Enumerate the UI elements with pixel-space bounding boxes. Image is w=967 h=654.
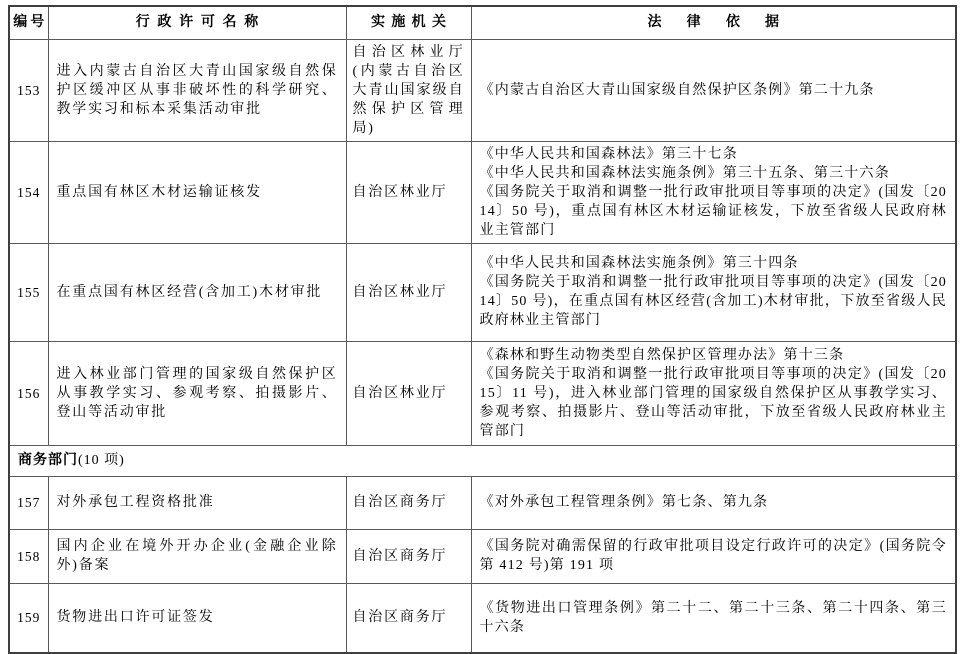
administrative-permits-table — [8, 5, 957, 654]
col-header-permit-name: 行政许可名称 — [48, 6, 346, 39]
cell-agency: 自治区商务厅 — [346, 529, 471, 583]
legal-basis-entry: 《国务院对确需保留的行政审批项目设定行政许可的决定》(国务院令第 412 号)第 191 项 — [479, 539, 947, 573]
header-row — [9, 6, 956, 39]
section-row-commerce — [9, 445, 956, 476]
cell-agency: 自治区林业厅(内蒙古自治区大青山国家级自然保护区管理局) — [346, 39, 471, 141]
cell-agency: 自治区林业厅 — [346, 341, 471, 445]
legal-basis-entry: 《森林和野生动物类型自然保护区管理办法》第十三条 — [479, 347, 845, 363]
cell-agency: 自治区商务厅 — [346, 476, 471, 529]
table-row-153 — [9, 39, 956, 141]
section-header-cell — [9, 445, 956, 476]
table-row-156 — [9, 341, 956, 445]
cell-id: 154 — [9, 141, 48, 243]
legal-basis-entry: 《中华人民共和国森林法》第三十七条 — [479, 146, 738, 162]
cell-id: 157 — [9, 476, 48, 529]
cell-permit-name: 对外承包工程资格批准 — [48, 476, 346, 529]
cell-legal-basis — [471, 341, 956, 445]
cell-legal-basis — [471, 141, 956, 243]
legal-basis-entry: 《对外承包工程管理条例》第七条、第九条 — [479, 495, 769, 510]
table-row-159 — [9, 583, 956, 653]
cell-agency: 自治区林业厅 — [346, 243, 471, 341]
cell-legal-basis — [471, 583, 956, 653]
table-row-154 — [9, 141, 956, 243]
cell-legal-basis — [471, 529, 956, 583]
legal-basis-entry: 《国务院关于取消和调整一批行政审批项目等事项的决定》(国发〔2015〕11 号)，进入林业部门管理的国家级自然保护区从事教学实习、参观考察、拍摄影片、登山等活动审批，下放至省级人民政府林业主管部门 — [479, 366, 947, 439]
legal-basis-entry: 《货物进出口管理条例》第二十二、第二十三条、第二十四条、第三十六条 — [479, 600, 947, 635]
table-row-157 — [9, 476, 956, 529]
table-row-158 — [9, 529, 956, 583]
legal-basis-entry: 《内蒙古自治区大青山国家级自然保护区条例》第二十九条 — [479, 82, 875, 98]
cell-permit-name: 重点国有林区木材运输证核发 — [48, 141, 346, 243]
cell-id: 156 — [9, 341, 48, 445]
cell-legal-basis — [471, 476, 956, 529]
legal-basis-entry: 《中华人民共和国森林法实施条例》第三十五条、第三十六条 — [479, 165, 890, 181]
cell-agency: 自治区商务厅 — [346, 583, 471, 653]
cell-permit-name: 在重点国有林区经营(含加工)木材审批 — [48, 243, 346, 341]
cell-permit-name: 进入内蒙古自治区大青山国家级自然保护区缓冲区从事非破坏性的科学研究、教学实习和标本采集活动审批 — [48, 39, 346, 141]
col-header-agency: 实施机关 — [346, 6, 471, 39]
cell-id: 155 — [9, 243, 48, 341]
cell-permit-name: 货物进出口许可证签发 — [48, 583, 346, 653]
cell-agency: 自治区林业厅 — [346, 141, 471, 243]
cell-permit-name: 进入林业部门管理的国家级自然保护区从事教学实习、参观考察、拍摄影片、登山等活动审批 — [48, 341, 346, 445]
table-row-155 — [9, 243, 956, 341]
legal-basis-entry: 《国务院关于取消和调整一批行政审批项目等事项的决定》(国发〔2014〕50 号)，重点国有林区木材运输证核发，下放至省级人民政府林业主管部门 — [479, 184, 947, 238]
cell-legal-basis — [471, 243, 956, 341]
legal-basis-entry: 《国务院关于取消和调整一批行政审批项目等事项的决定》(国发〔2014〕50 号)，在重点国有林区经营(含加工)木材审批，下放至省级人民政府林业主管部门 — [479, 275, 947, 328]
section-count: (10 项) — [78, 453, 125, 468]
cell-permit-name: 国内企业在境外开办企业(金融企业除外)备案 — [48, 529, 346, 583]
legal-basis-entry: 《中华人民共和国森林法实施条例》第三十四条 — [479, 256, 799, 271]
cell-id: 158 — [9, 529, 48, 583]
col-header-id: 编号 — [9, 6, 48, 39]
col-header-legal-basis: 法律依据 — [471, 6, 956, 39]
section-title: 商务部门 — [18, 453, 78, 468]
cell-id: 159 — [9, 583, 48, 653]
cell-legal-basis — [471, 39, 956, 141]
cell-id: 153 — [9, 39, 48, 141]
